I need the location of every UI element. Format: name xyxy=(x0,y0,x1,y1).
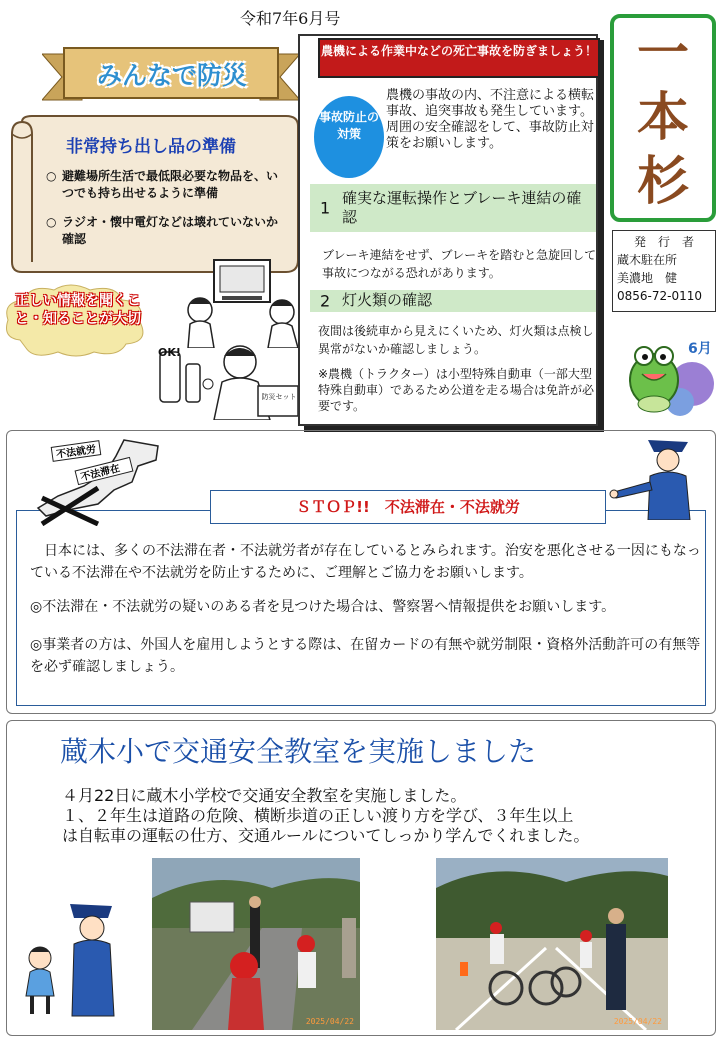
issue-label: 令和7年6月号 xyxy=(240,9,341,28)
point-text: 確実な運転操作とブレーキ連結の確認 xyxy=(342,189,582,226)
radio-listeners-illustration xyxy=(186,258,304,348)
scroll-title: 非常持ち出し品の準備 xyxy=(66,137,236,157)
masthead-char: 本 xyxy=(636,87,689,148)
illegal-stay-paragraph-1: 日本には、多くの不法滞在者・不法就労者が存在しているとみられます。治安を悪化させる一因にもなっている不法滞在や不法就労を防止するために、ご理解とご協力をお願いします。 xyxy=(30,543,701,581)
photo-road-scene xyxy=(152,858,360,1030)
agri-paragraph-1: ブレーキ連結をせず、ブレーキを踏むと急旋回して事故につながる恐れがあります。 xyxy=(322,248,597,280)
list-item-text: ラジオ・懐中電灯などは壊れていないか確認 xyxy=(62,215,279,246)
list-item xyxy=(48,214,288,248)
agri-header: 農機による作業中などの死亡事故を防ぎましょう！ xyxy=(318,38,600,78)
month-badge: 6月 xyxy=(688,341,712,357)
list-item-text: 避難場所生活で最低限必要な物品を、いつでも持ち出せるように準備 xyxy=(62,169,279,200)
agri-paragraph-2: 夜間は後続車から見えにくいため、灯火類は点検し異常がないか確認しましょう。 xyxy=(318,324,594,356)
cloud-text: 正しい情報を聞くこと・知ることが大切 xyxy=(15,293,141,327)
photo-bicycle-scene xyxy=(436,858,668,1030)
illegal-stay-paragraph-3: ◎事業者の方は、外国人を雇用しようとする際は、在留カードの有無や就労制限・資格外活動許可の有無等を必ず確認しましょう。 xyxy=(30,637,701,675)
policy-circle: 事故防止の対策 xyxy=(314,96,384,178)
agri-intro: 農機の事故の内、不注意による横転事故、追突事故も発生しています。周囲の安全確認をして、事故防止対策をお願いします。 xyxy=(386,88,595,151)
bag-label: 防災セット xyxy=(261,393,297,401)
masthead-title xyxy=(620,22,706,214)
police-officer-and-child-illustration xyxy=(18,896,130,1018)
traffic-class-title: 蔵木小で交通安全教室を実施しました xyxy=(60,735,537,768)
point-text: 灯火類の確認 xyxy=(342,291,433,309)
map-label-illegal-stay: 不法滞在 xyxy=(79,463,122,484)
body-line: ４月22日に蔵木小学校で交通安全教室を実施しました。 xyxy=(62,786,467,805)
list-item xyxy=(48,168,288,202)
map-label-illegal-work: 不法就労 xyxy=(55,444,97,461)
publisher-office: 蔵木駐在所 xyxy=(617,253,678,267)
publisher-heading: 発 行 者 xyxy=(633,235,694,249)
list-bullet: ○ xyxy=(46,169,57,183)
japan-map-crossed-illustration xyxy=(28,436,178,526)
body-line: １、２年生は道路の危険、横断歩道の正しい渡り方を学び、３年生以上 xyxy=(62,806,574,825)
agri-note: ※農機（トラクター）は小型特殊自動車（一部大型特殊自動車）であるため公道を走る場合は免許が必要です。 xyxy=(318,367,595,413)
publisher-name: 美濃地 健 xyxy=(617,271,678,285)
publisher-box xyxy=(612,230,716,312)
police-officer-pointing-illustration xyxy=(608,436,708,520)
traffic-class-photo-1 xyxy=(152,858,360,1030)
list-bullet: ○ xyxy=(46,215,57,229)
point-number: 1 xyxy=(320,198,331,218)
masthead-char: 杉 xyxy=(636,151,689,212)
agri-point-1 xyxy=(310,184,596,232)
agri-point-2 xyxy=(310,290,596,312)
bousai-title: みんなで防災 xyxy=(96,61,247,90)
traffic-class-body xyxy=(62,786,702,846)
traffic-class-photo-2 xyxy=(436,858,668,1030)
ok-sign-illustration xyxy=(130,340,302,420)
photo-date: 2025/04/22 xyxy=(305,1017,354,1026)
illegal-stay-paragraph-2: ◎不法滞在・不法就労の疑いのある者を見つけた場合は、警察署へ情報提供をお願いします。 xyxy=(30,599,616,615)
publisher-phone: 0856-72-0110 xyxy=(617,289,703,303)
stop-title: ＳＴＯＰ!! 不法滞在・不法就労 xyxy=(210,490,606,524)
photo-date: 2025/04/22 xyxy=(613,1017,662,1026)
body-line: は自転車の運転の仕方、交通ルールについてしっかり学んでくれました。 xyxy=(62,826,590,845)
masthead-char: 一 xyxy=(636,23,689,84)
point-number: 2 xyxy=(320,291,331,311)
ok-label: OK! xyxy=(158,346,181,359)
